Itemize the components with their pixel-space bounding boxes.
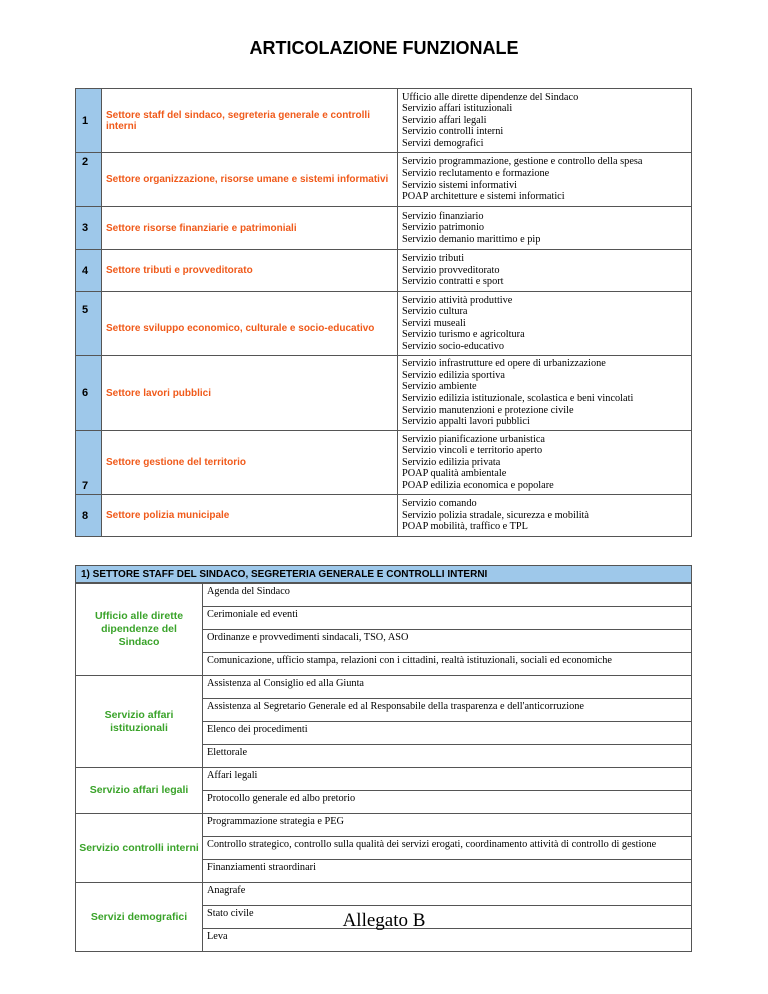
sector-number: 5 xyxy=(76,292,102,356)
service-item: Servizio edilizia privata xyxy=(402,456,501,468)
item-cell: Assistenza al Segretario Generale ed al Responsabile della trasparenza e dell'anticorruzione xyxy=(203,699,692,722)
service-item: Servizio edilizia istituzionale, scolastica e beni vincolati xyxy=(402,393,634,404)
sector-row xyxy=(76,89,692,153)
service-item: Servizio contratti e sport xyxy=(402,276,504,288)
sector-services xyxy=(398,356,692,431)
service-item: Servizio appalti lavori pubblici xyxy=(402,416,530,428)
table-row xyxy=(76,814,692,837)
item-cell: Comunicazione, ufficio stampa, relazioni con i cittadini, realtà istituzionali, sociali ed economiche xyxy=(203,653,692,676)
service-item: Servizio reclutamento e formazione xyxy=(402,167,550,179)
sector-name: Settore sviluppo economico, culturale e socio-educativo xyxy=(102,292,398,356)
item-cell: Assistenza al Consiglio ed alla Giunta xyxy=(203,676,692,699)
service-item: POAP edilizia economica e popolare xyxy=(402,479,554,491)
item-cell: Ordinanze e provvedimenti sindacali, TSO, ASO xyxy=(203,630,692,653)
item-cell: Leva xyxy=(203,929,692,952)
service-item: Servizio affari istituzionali xyxy=(402,103,513,115)
group-label: Servizi demografici xyxy=(76,883,203,952)
service-item: Servizio sistemi informativi xyxy=(402,179,517,191)
sector-services xyxy=(398,495,692,537)
sector-name: Settore tributi e provveditorato xyxy=(102,250,398,292)
item-cell: Protocollo generale ed albo pretorio xyxy=(203,791,692,814)
sector-row xyxy=(76,431,692,495)
service-item: Servizio provveditorato xyxy=(402,264,500,276)
service-item: Servizio finanziario xyxy=(402,210,484,222)
table-row xyxy=(76,883,692,906)
service-item: Servizio demanio marittimo e pip xyxy=(402,233,541,245)
service-item: POAP mobilità, traffico e TPL xyxy=(402,521,528,533)
service-item: Servizio attività produttive xyxy=(402,294,513,306)
service-item: Servizio ambiente xyxy=(402,381,477,393)
service-item: Servizi museali xyxy=(402,317,466,329)
service-item: POAP qualità ambientale xyxy=(402,468,507,480)
service-item: Servizio infrastrutture ed opere di urbanizzazione xyxy=(402,358,606,370)
sector-services xyxy=(398,153,692,207)
sector-services xyxy=(398,292,692,356)
service-item: Servizio socio-educativo xyxy=(402,340,505,352)
sector-row xyxy=(76,153,692,207)
service-item: Servizio comando xyxy=(402,498,477,510)
item-cell: Affari legali xyxy=(203,768,692,791)
sector-number: 7 xyxy=(76,431,102,495)
sector-number: 4 xyxy=(76,250,102,292)
sector-name: Settore staff del sindaco, segreteria generale e controlli interni xyxy=(102,89,398,153)
service-item: Servizio cultura xyxy=(402,306,468,318)
section-header: 1) SETTORE STAFF DEL SINDACO, SEGRETERIA GENERALE E CONTROLLI INTERNI xyxy=(75,565,692,583)
service-item: Servizio turismo e agricoltura xyxy=(402,329,525,341)
sector-row xyxy=(76,250,692,292)
sector-name: Settore risorse finanziarie e patrimoniali xyxy=(102,207,398,250)
sector-number: 6 xyxy=(76,356,102,431)
service-item: Servizio vincoli e territorio aperto xyxy=(402,445,543,457)
sector-row xyxy=(76,495,692,537)
service-item: Servizio tributi xyxy=(402,253,465,265)
footer-label: Allegato B xyxy=(342,910,426,931)
table-row xyxy=(76,584,692,607)
page-title: ARTICOLAZIONE FUNZIONALE xyxy=(249,38,519,58)
table-row xyxy=(76,768,692,791)
sector-services xyxy=(398,250,692,292)
service-item: POAP architetture e sistemi informatici xyxy=(402,191,565,203)
group-label: Servizio controlli interni xyxy=(76,814,203,883)
service-item: Servizio edilizia sportiva xyxy=(402,369,505,381)
sector-services xyxy=(398,207,692,250)
group-label: Ufficio alle dirette dipendenze del Sindaco xyxy=(76,584,203,676)
service-item: Ufficio alle dirette dipendenze del Sindaco xyxy=(402,91,579,103)
sector-row xyxy=(76,356,692,431)
sector-services xyxy=(398,89,692,153)
item-cell: Agenda del Sindaco xyxy=(203,584,692,607)
sector-row xyxy=(76,292,692,356)
group-label: Servizio affari istituzionali xyxy=(76,676,203,768)
sector-name: Settore gestione del territorio xyxy=(102,431,398,495)
service-item: Servizio pianificazione urbanistica xyxy=(402,433,545,445)
service-item: Servizio affari legali xyxy=(402,114,487,126)
sector-number: 3 xyxy=(76,207,102,250)
item-cell: Cerimoniale ed eventi xyxy=(203,607,692,630)
item-cell: Anagrafe xyxy=(203,883,692,906)
item-cell: Controllo strategico, controllo sulla qualità dei servizi erogati, coordinamento attività di controllo di gestione xyxy=(203,837,692,860)
service-item: Servizio programmazione, gestione e controllo della spesa xyxy=(402,156,643,168)
item-cell: Stato civile xyxy=(203,906,692,929)
item-cell: Elettorale xyxy=(203,745,692,768)
service-item: Servizio polizia stradale, sicurezza e mobilità xyxy=(402,509,589,521)
sector-row xyxy=(76,207,692,250)
sector-name: Settore polizia municipale xyxy=(102,495,398,537)
sector-number: 1 xyxy=(76,89,102,153)
item-cell: Finanziamenti straordinari xyxy=(203,860,692,883)
item-cell: Elenco dei procedimenti xyxy=(203,722,692,745)
sector-name: Settore lavori pubblici xyxy=(102,356,398,431)
sector-name: Settore organizzazione, risorse umane e sistemi informativi xyxy=(102,153,398,207)
service-item: Servizi demografici xyxy=(402,137,484,149)
table-row xyxy=(76,676,692,699)
service-item: Servizio manutenzioni e protezione civile xyxy=(402,404,574,416)
section-detail-table xyxy=(75,583,692,952)
service-item: Servizio patrimonio xyxy=(402,222,485,234)
group-label: Servizio affari legali xyxy=(76,768,203,814)
sector-number: 2 xyxy=(76,153,102,207)
item-cell: Programmazione strategia e PEG xyxy=(203,814,692,837)
sector-number: 8 xyxy=(76,495,102,537)
sectors-table xyxy=(75,88,692,537)
service-item: Servizio controlli interni xyxy=(402,126,504,138)
sector-services xyxy=(398,431,692,495)
